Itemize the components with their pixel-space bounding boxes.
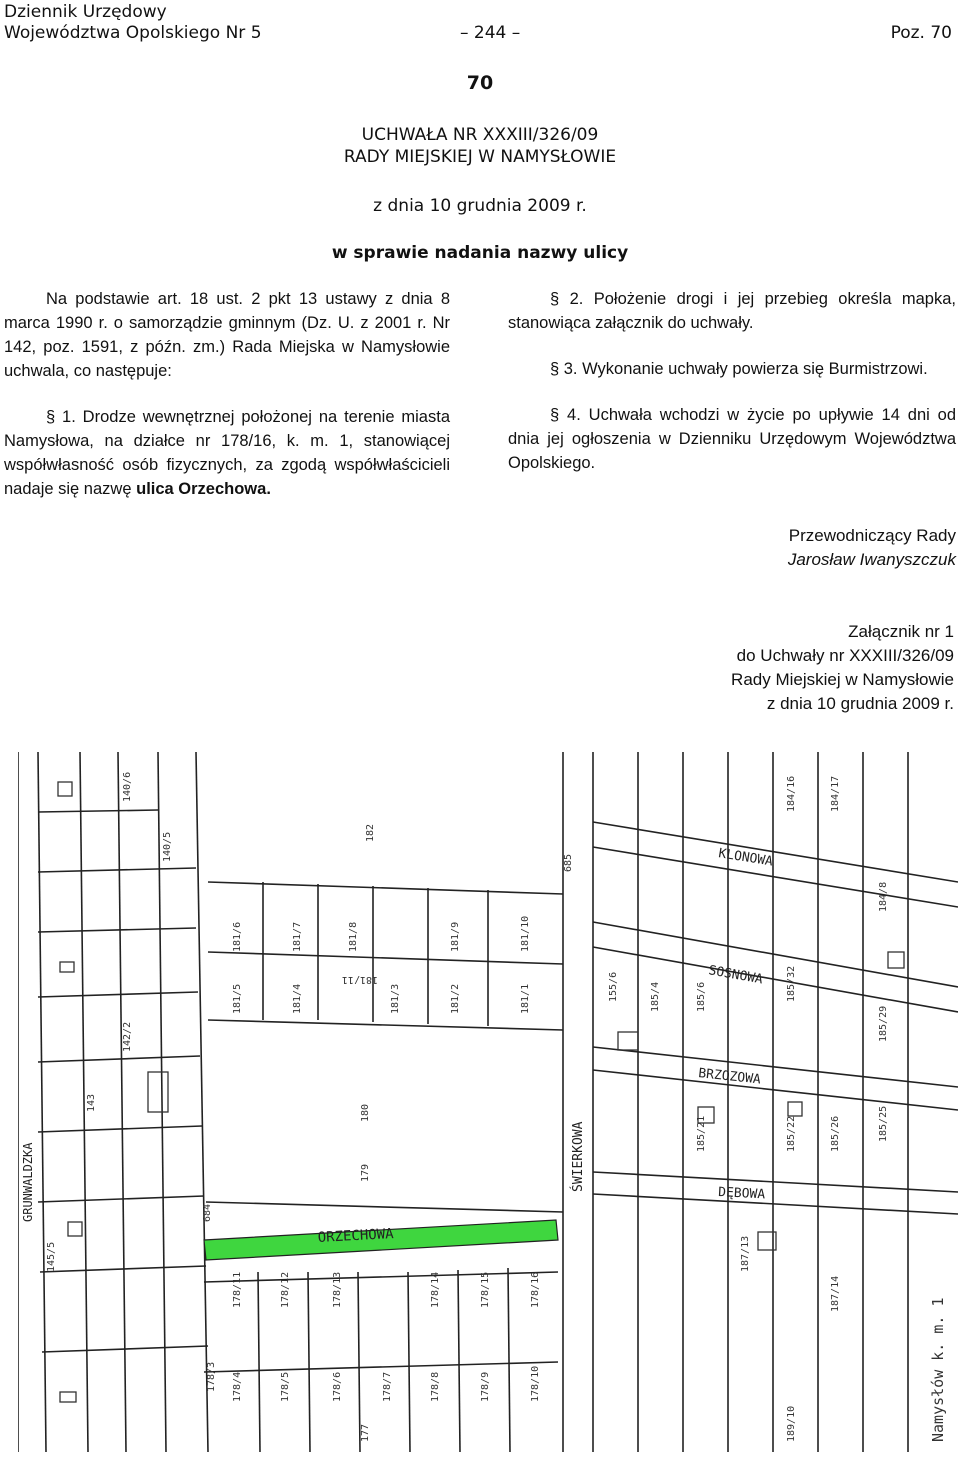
parcel-181-3: 181/3 <box>390 983 401 1014</box>
parcel-185-21: 185/21 <box>696 1115 707 1152</box>
parcel-140-5: 140/5 <box>162 831 173 862</box>
parcel-181-1: 181/1 <box>520 983 531 1014</box>
publication-header <box>4 2 262 44</box>
parcel-178-16: 178/16 <box>530 1271 541 1308</box>
parcel-182: 182 <box>365 823 376 842</box>
parcel-185-22: 185/22 <box>786 1115 797 1152</box>
street-name: ulica Orzechowa. <box>136 480 271 498</box>
cadastral-map <box>18 752 958 1452</box>
parcel-187-14: 187/14 <box>830 1275 841 1312</box>
parcel-185-4: 185/4 <box>650 981 661 1012</box>
parcel-180: 180 <box>360 1103 371 1122</box>
map-street-swierkowa: ŚWIERKOWA <box>571 1121 586 1192</box>
annex-line2: do Uchwały nr XXXIII/326/09 <box>736 646 954 665</box>
preamble: Na podstawie art. 18 ust. 2 pkt 13 ustawy z dnia 8 marca 1990 r. o samorządzie gminnym (Dz. U. z 2001 r. Nr 142, poz. 1591, z późn. zm.) Rada Miejska w Namysłowie uchwala, co następuje: <box>4 290 450 380</box>
position-number: Poz. 70 <box>890 23 952 43</box>
act-title-line2: RADY MIEJSKIEJ W NAMYSŁOWIE <box>343 147 617 167</box>
map-street-orzechowa: ORZECHOWA <box>317 1226 394 1246</box>
right-column <box>508 287 956 497</box>
map-sheet-label: Namysłów k. m. 1 <box>929 1297 947 1442</box>
left-column <box>4 287 450 523</box>
parcel-178-15: 178/15 <box>480 1271 491 1308</box>
parcel-178-11: 178/11 <box>232 1271 243 1308</box>
annex-header <box>731 620 954 716</box>
parcel-181-11: 181/11 <box>341 974 378 985</box>
parcel-178-4: 178/4 <box>232 1371 243 1402</box>
parcel-178-14: 178/14 <box>430 1271 441 1308</box>
map-street-sosnowa: SOSNOWA <box>707 963 764 988</box>
parcel-181-7: 181/7 <box>292 921 303 952</box>
parcel-145-5: 145/5 <box>46 1241 57 1272</box>
signature-block <box>508 524 956 572</box>
parcel-178-5: 178/5 <box>280 1371 291 1402</box>
paragraph-1 <box>4 405 450 501</box>
act-title-line1: UCHWAŁA NR XXXIII/326/09 <box>361 125 599 145</box>
parcel-187-13: 187/13 <box>740 1235 751 1272</box>
parcel-142-2: 142/2 <box>122 1021 133 1052</box>
parcel-189-10: 189/10 <box>786 1405 797 1442</box>
parcel-181-2: 181/2 <box>450 983 461 1014</box>
paragraph-2: § 2. Położenie drogi i jej przebieg określa mapka, stanowiąca załącznik do uchwały. <box>508 290 956 332</box>
annex-line4: z dnia 10 grudnia 2009 r. <box>766 694 954 713</box>
publication-title: Dziennik Urzędowy <box>4 2 167 22</box>
map-street-grunwaldzka: GRUNWALDZKA <box>21 1142 35 1222</box>
parcel-181-4: 181/4 <box>292 983 303 1014</box>
map-street-klonowa: KLONOWA <box>717 846 774 870</box>
annex-line3: Rady Miejskiej w Namysłowie <box>731 670 954 689</box>
act-number: 70 <box>466 72 494 94</box>
parcel-185-6: 185/6 <box>696 981 707 1012</box>
act-subject: w sprawie nadania nazwy ulicy <box>331 243 629 263</box>
parcel-140-6: 140/6 <box>122 771 133 802</box>
act-title <box>0 124 960 168</box>
parcel-178-6: 178/6 <box>332 1371 343 1402</box>
map-street-brzozowa: BRZOZOWA <box>697 1066 762 1088</box>
paragraph-3: § 3. Wykonanie uchwały powierza się Burmistrzowi. <box>550 360 928 378</box>
page-number: – 244 – <box>460 23 521 43</box>
parcel-178-7: 178/7 <box>382 1371 393 1402</box>
act-date: z dnia 10 grudnia 2009 r. <box>373 196 587 216</box>
parcel-155-6: 155/6 <box>608 971 619 1002</box>
parcel-178-12: 178/12 <box>280 1271 291 1308</box>
parcel-185-26: 185/26 <box>830 1115 841 1152</box>
parcel-181-9: 181/9 <box>450 921 461 952</box>
map-street-debowa: DĘBOWA <box>717 1185 766 1203</box>
parcel-684: 684 <box>202 1203 213 1222</box>
parcel-184-17: 184/17 <box>830 775 841 812</box>
parcel-179: 179 <box>360 1163 371 1182</box>
parcel-185-32: 185/32 <box>786 965 797 1002</box>
parcel-184-16: 184/16 <box>786 775 797 812</box>
paragraph-1-text: § 1. Drodze wewnętrznej położonej na terenie miasta Namysłowa, na działce nr 178/16, k. m. 1, stanowiącej współwłasność osób fizycznych, za zgodą współwłaścicieli nadaje się nazwę <box>4 408 450 498</box>
parcel-184-8: 184/8 <box>878 881 889 912</box>
parcel-685: 685 <box>563 853 574 872</box>
parcel-178-10: 178/10 <box>530 1365 541 1402</box>
parcel-178-3: 178/3 <box>206 1361 217 1392</box>
parcel-181-5: 181/5 <box>232 983 243 1014</box>
parcel-181-10: 181/10 <box>520 915 531 952</box>
parcel-178-8: 178/8 <box>430 1371 441 1402</box>
parcel-177: 177 <box>360 1423 371 1442</box>
parcel-181-6: 181/6 <box>232 921 243 952</box>
signature-role: Przewodniczący Rady <box>788 526 956 545</box>
parcel-178-9: 178/9 <box>480 1371 491 1402</box>
annex-line1: Załącznik nr 1 <box>848 622 954 641</box>
parcel-178-13: 178/13 <box>332 1271 343 1308</box>
publication-issue: Województwa Opolskiego Nr 5 <box>4 23 262 43</box>
paragraph-4: § 4. Uchwała wchodzi w życie po upływie 14 dni od dnia jej ogłoszenia w Dzienniku Urzędowym Województwa Opolskiego. <box>508 406 956 472</box>
parcel-185-25: 185/25 <box>878 1105 889 1142</box>
signature-name: Jarosław Iwanyszczuk <box>787 550 956 569</box>
parcel-181-8: 181/8 <box>348 921 359 952</box>
parcel-185-29: 185/29 <box>878 1005 889 1042</box>
parcel-143: 143 <box>86 1093 97 1112</box>
